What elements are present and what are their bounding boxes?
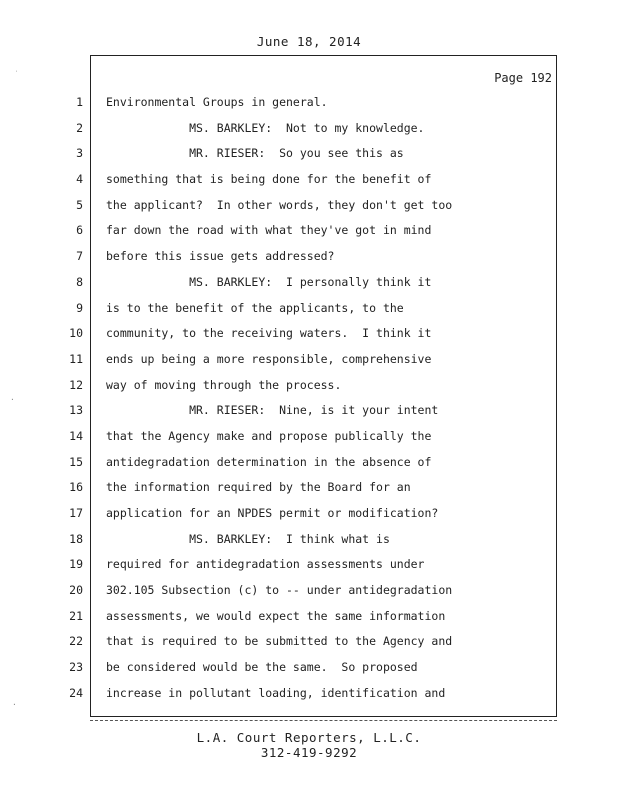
transcript-line: far down the road with what they've got in mind — [106, 223, 432, 238]
frame-bottom-rule — [90, 720, 557, 721]
transcript-line: ends up being a more responsible, comprehensive — [106, 351, 432, 366]
transcript-line: the applicant? In other words, they don't get too — [106, 197, 453, 212]
line-number-column — [55, 90, 83, 707]
court-reporter-phone: 312-419-9292 — [260, 745, 358, 760]
transcript-line: increase in pollutant loading, identification and — [106, 685, 446, 700]
transcript-line: application for an NPDES permit or modification? — [106, 506, 439, 520]
transcript-line: MR. RIESER: Nine, is it your intent — [106, 403, 439, 418]
court-reporter-name: L.A. Court Reporters, L.L.C. — [196, 730, 422, 745]
transcript-line: Environmental Groups in general. — [106, 95, 328, 109]
transcript-line: MS. BARKLEY: I personally think it — [106, 274, 432, 289]
line-number: 5 — [76, 197, 83, 212]
line-number: 20 — [69, 583, 83, 598]
line-number: 2 — [76, 120, 83, 135]
transcript-line: community, to the receiving waters. I think it — [106, 326, 432, 341]
transcript-line: something that is being done for the benefit of — [106, 172, 432, 187]
transcript-line: assessments, we would expect the same information — [106, 608, 446, 623]
line-number: 22 — [69, 634, 83, 649]
line-number: 24 — [69, 685, 83, 700]
page-number: Page 192 — [494, 71, 552, 85]
line-number: 4 — [76, 172, 83, 187]
line-number: 8 — [76, 274, 83, 289]
transcript-line: be considered would be the same. So proposed — [106, 660, 418, 675]
line-number: 13 — [69, 403, 83, 418]
line-number: 1 — [76, 95, 83, 109]
line-number: 6 — [76, 223, 83, 238]
line-number: 18 — [69, 531, 83, 546]
transcript-line: way of moving through the process. — [106, 377, 342, 392]
transcript-line: required for antidegradation assessments under — [106, 557, 425, 572]
line-number: 19 — [69, 557, 83, 572]
line-number: 10 — [69, 326, 83, 341]
transcript-line: antidegradation determination in the absence of — [106, 454, 432, 469]
line-number: 3 — [76, 146, 83, 161]
line-number: 16 — [69, 480, 83, 495]
line-number: 17 — [69, 506, 83, 520]
line-number: 9 — [76, 300, 83, 315]
line-number: 12 — [69, 377, 83, 392]
scan-speck: · — [12, 700, 17, 709]
transcript-line: MS. BARKLEY: Not to my knowledge. — [106, 120, 425, 135]
transcript-line: MR. RIESER: So you see this as — [106, 146, 404, 161]
transcript-text — [106, 90, 551, 707]
transcript-line: MS. BARKLEY: I think what is — [106, 531, 390, 546]
line-number: 14 — [69, 428, 83, 443]
transcript-date: June 18, 2014 — [256, 34, 362, 49]
transcript-line: the information required by the Board for an — [106, 480, 411, 495]
line-number: 7 — [76, 249, 83, 264]
transcript-line: 302.105 Subsection (c) to -- under antidegradation — [106, 583, 453, 598]
scan-speck: ˙ — [14, 70, 19, 79]
transcript-line: before this issue gets addressed? — [106, 249, 335, 264]
line-number: 23 — [69, 660, 83, 675]
transcript-line: that is required to be submitted to the Agency and — [106, 634, 453, 649]
line-number: 21 — [69, 608, 83, 623]
transcript-line: that the Agency make and propose publically the — [106, 428, 432, 443]
transcript-line: is to the benefit of the applicants, to the — [106, 300, 404, 315]
line-number: 15 — [69, 454, 83, 469]
scan-speck: · — [10, 395, 15, 404]
line-number: 11 — [69, 351, 83, 366]
